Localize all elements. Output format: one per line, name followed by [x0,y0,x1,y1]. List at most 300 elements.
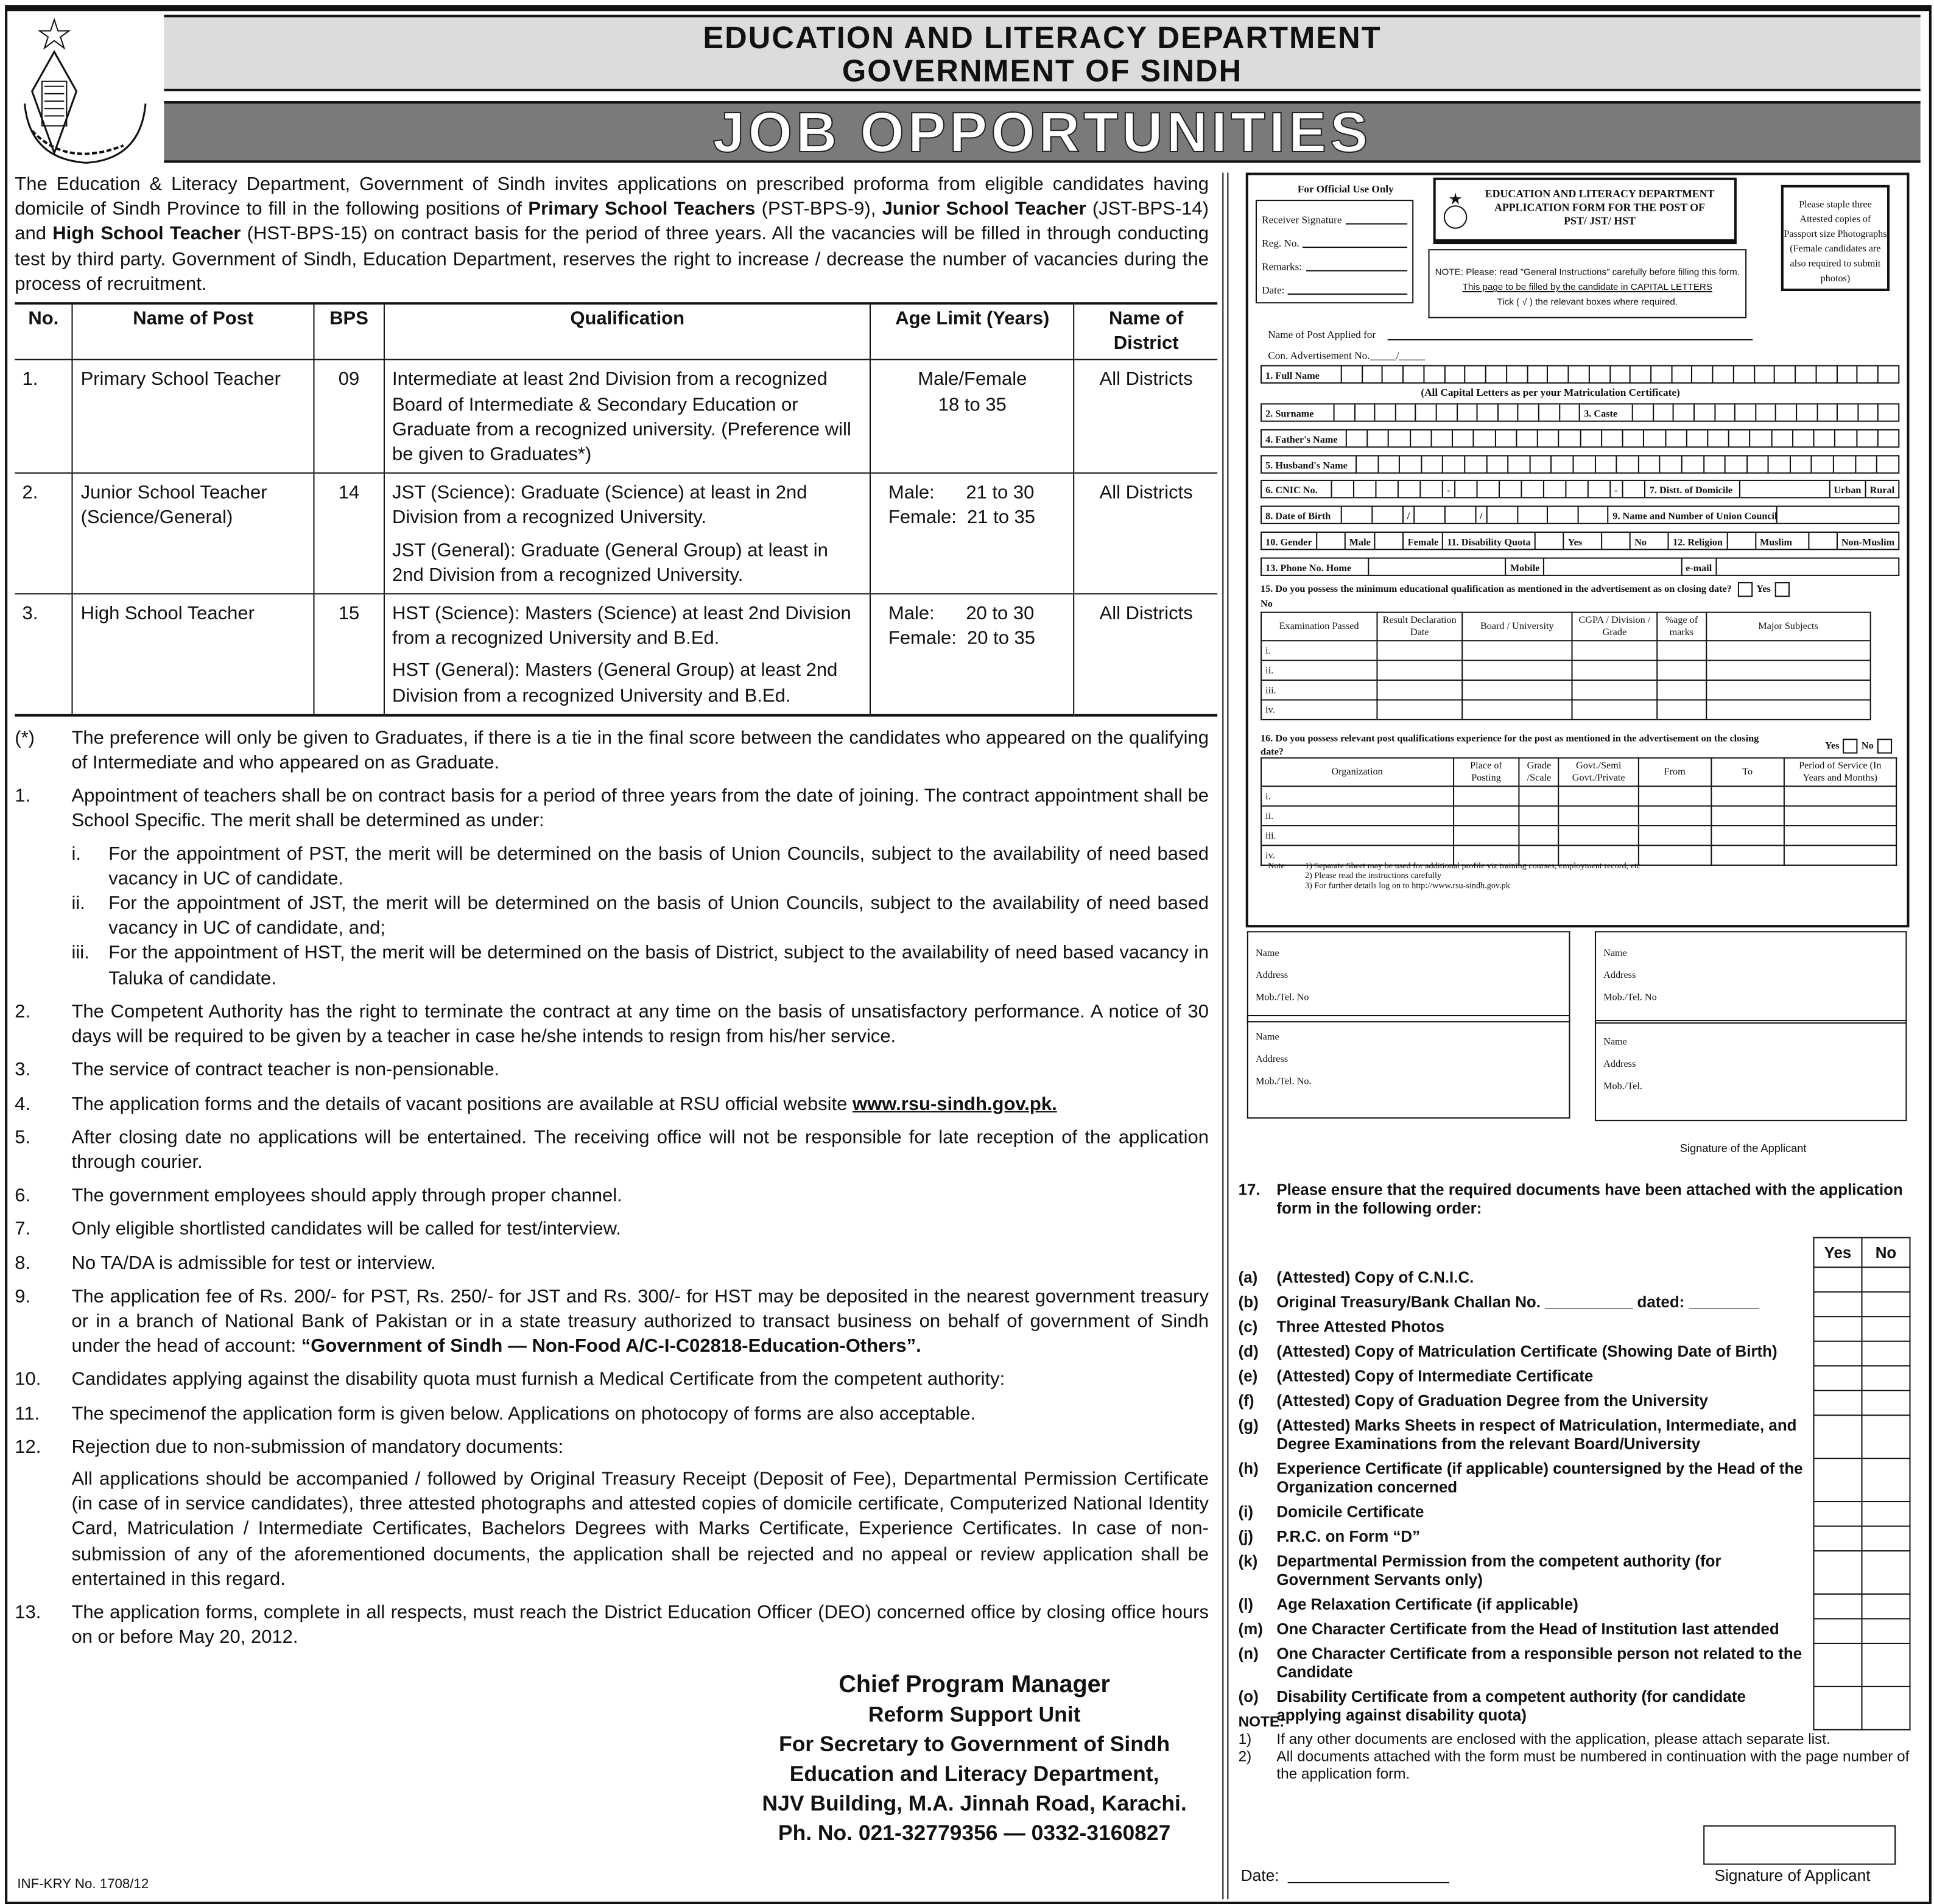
form-table-cell[interactable] [1559,826,1638,845]
letter-boxes[interactable] [1342,367,1899,382]
letter-box[interactable] [1726,456,1748,472]
letter-box[interactable] [1517,430,1538,446]
letter-box[interactable] [1748,456,1770,472]
letter-box[interactable] [1363,367,1384,382]
form-table-cell[interactable] [1711,826,1784,845]
form-table-cell[interactable] [1453,806,1519,826]
letter-box[interactable] [1474,430,1496,446]
letter-box[interactable] [1566,481,1588,497]
letter-box[interactable] [1453,430,1474,446]
form-table-cell[interactable] [1462,680,1572,700]
letter-box[interactable] [1838,404,1858,420]
form-table-cell[interactable]: i. [1261,641,1377,660]
receiver-signature-label: Receiver Signature [1262,213,1342,226]
letter-box[interactable] [1548,507,1578,522]
letter-box[interactable] [1332,481,1355,497]
form-table-cell[interactable] [1377,700,1462,719]
letter-box[interactable] [1683,456,1704,472]
form-table-cell[interactable] [1638,826,1711,845]
letter-box[interactable] [1796,367,1816,382]
form-table-cell[interactable] [1706,700,1870,719]
letter-box[interactable] [1496,430,1517,446]
job-opportunities-banner: JOB OPPORTUNITIES [164,101,1920,163]
letter-boxes[interactable] [1415,507,1476,522]
letter-box[interactable] [1589,367,1610,382]
form-table-cell[interactable] [1377,641,1462,660]
letter-box[interactable] [1610,367,1631,382]
letter-box[interactable] [1379,456,1401,472]
letter-box[interactable] [1424,367,1445,382]
document-letter: (l) [1238,1593,1254,1613]
letter-box[interactable] [1631,367,1651,382]
final-note-number: 1) [1238,1730,1252,1748]
letter-box[interactable] [1879,404,1899,420]
male-checkbox[interactable] [1317,533,1346,549]
yes-checkbox[interactable] [1813,1643,1862,1687]
qualification-text: HST (General): Masters (General Group) at least 2nd Division from a recognized University and B.Ed. [392,660,838,706]
letter-box[interactable] [1693,367,1714,382]
document-item [1239,1366,1910,1391]
no-checkbox[interactable] [1862,1526,1910,1551]
form-table-cell[interactable]: iv. [1261,845,1453,865]
yes-checkbox[interactable] [1813,1551,1862,1594]
letter-box[interactable] [1368,430,1390,446]
signatory-unit: Reform Support Unit [868,1702,1081,1727]
form-table-cell[interactable] [1638,806,1711,826]
document-item [1239,1643,1910,1687]
religion-label: 12. Religion [1669,533,1728,549]
letter-box[interactable] [1437,404,1458,420]
letter-box[interactable] [1357,456,1379,472]
term-text: The application fee of Rs. 200/- for PST, Rs. 250/- for JST and Rs. 300/- for HST may be deposited in the nearest government treasury or in a branch of National Bank of Pakistan or in a state treasury authorized to transact business on behalf of government of Sindh under the head of account: [71,1286,1209,1357]
letter-box[interactable] [1834,456,1856,472]
form-table-cell[interactable] [1462,641,1572,660]
letter-box[interactable] [1777,404,1798,420]
form-table-cell[interactable] [1572,661,1657,680]
letter-box[interactable] [1355,404,1376,420]
letter-box[interactable] [1522,481,1544,497]
form-table-cell[interactable] [1657,641,1706,660]
yes-checkbox[interactable] [1813,1267,1862,1292]
photo-box[interactable]: Please staple three Attested copies of Passport size Photographs (Female candidates are also required to submit photos) [1781,185,1890,291]
term-number: 3. [15,1059,31,1081]
yes-checkbox[interactable] [1813,1366,1862,1391]
letter-box[interactable] [1639,456,1661,472]
letter-box[interactable] [1602,430,1623,446]
column-header: Age Limit (Years) [871,303,1075,360]
no-checkbox[interactable] [1862,1643,1910,1687]
con-advertisement-label[interactable]: Con. Advertisement No._____/_____ [1268,349,1426,362]
letter-box[interactable] [1421,481,1443,497]
term-text: After closing date no applications will be entertained. The receiving office will not be responsible for late reception of the application through courier. [71,1126,1209,1173]
cnic-domicile-row[interactable] [1261,480,1899,498]
urban-option[interactable]: Urban [1830,481,1866,497]
form-column-header: Grade /Scale [1519,758,1559,787]
date-field[interactable] [1288,1882,1449,1883]
yes-checkbox[interactable] [1813,1292,1862,1317]
form-table-cell[interactable]: ii. [1261,661,1377,680]
letter-box[interactable] [1499,404,1519,420]
letter-box[interactable] [1735,404,1756,420]
letter-box[interactable] [1617,456,1639,472]
form-table-cell[interactable] [1638,845,1711,865]
no-checkbox[interactable] [1862,1618,1910,1643]
letter-box[interactable] [1373,507,1402,522]
letter-box[interactable] [1478,404,1499,420]
form-table-cell[interactable] [1572,680,1657,700]
letter-box[interactable] [1815,430,1836,446]
letter-box[interactable] [1507,367,1528,382]
no-checkbox[interactable] [1862,1341,1910,1366]
no-checkbox[interactable] [1862,1267,1910,1292]
letter-box[interactable] [1500,481,1522,497]
letter-box[interactable] [1432,430,1453,446]
letter-box[interactable] [1486,367,1507,382]
letter-boxes[interactable] [1335,404,1581,420]
letter-box[interactable] [1444,456,1466,472]
age-text: Male/Female [918,369,1027,390]
yes-checkbox[interactable] [1813,1341,1862,1366]
dob-uc-row[interactable] [1261,505,1899,524]
disability-no: No [1631,533,1669,549]
muslim-checkbox[interactable] [1728,533,1756,549]
letter-box[interactable] [1518,507,1549,522]
form-table-cell[interactable] [1784,826,1896,845]
letter-box[interactable] [1376,404,1396,420]
document-letter: (f) [1238,1390,1254,1410]
form-table-cell[interactable]: i. [1261,786,1453,806]
letter-box[interactable] [1465,456,1487,472]
letter-box[interactable] [1708,430,1729,446]
form-table-cell[interactable] [1377,680,1462,700]
form-table-cell[interactable] [1657,661,1706,680]
letter-box[interactable] [1466,367,1486,382]
letter-box[interactable] [1879,430,1899,446]
letter-box[interactable] [1399,481,1421,497]
no-checkbox[interactable] [1862,1551,1910,1594]
letter-box[interactable] [1477,481,1499,497]
letter-box[interactable] [1645,430,1666,446]
q16-yes-checkbox[interactable] [1843,739,1858,754]
letter-box[interactable] [1530,456,1552,472]
document-letter: (b) [1238,1291,1259,1311]
term-text: Appointment of teachers shall be on contract basis for a period of three years from the date of joining. The contract appointment shall be School Specific. The merit shall be determined as under: [71,785,1209,832]
letter-box[interactable] [1674,404,1695,420]
non-muslim-checkbox[interactable] [1809,533,1838,549]
gender-disability-religion-row[interactable] [1261,532,1899,550]
letter-box[interactable] [1422,456,1444,472]
form-table-cell[interactable] [1711,845,1784,865]
letter-box[interactable] [1404,367,1424,382]
form-table-cell[interactable] [1706,661,1870,680]
letter-box[interactable] [1595,456,1617,472]
form-table-cell[interactable] [1572,700,1657,719]
q16-no-checkbox[interactable] [1877,739,1892,754]
letter-box[interactable] [1335,404,1356,420]
letter-box[interactable] [1623,481,1645,497]
applicant-signature-box[interactable] [1703,1825,1896,1865]
post-name: Primary School Teacher [72,360,314,473]
no-checkbox[interactable] [1862,1292,1910,1317]
domicile-label: 7. Distt. of Domicile [1646,481,1741,497]
letter-box[interactable] [1816,367,1837,382]
referee-box[interactable] [1595,1020,1907,1121]
letter-box[interactable] [1538,430,1560,446]
post-applied-field[interactable] [1388,339,1753,340]
yes-column-header: Yes [1813,1238,1862,1268]
q16-no: No [1861,740,1874,751]
term-body [71,1435,1209,1592]
yes-checkbox[interactable] [1813,1502,1862,1526]
column-header: Name of Post [72,303,314,360]
letter-box[interactable] [1400,456,1422,472]
form-table-cell[interactable]: iii. [1261,680,1377,700]
yes-checkbox[interactable] [1813,1316,1862,1341]
email-label: e-mail [1682,559,1717,575]
letter-box[interactable] [1377,481,1399,497]
form-table-cell[interactable]: iii. [1261,826,1453,845]
qualification [384,360,871,473]
form-table-cell[interactable] [1784,786,1896,806]
form-table-cell[interactable] [1711,806,1784,826]
letter-box[interactable] [1455,481,1477,497]
surname-caste-row[interactable] [1261,403,1899,421]
form-table-cell[interactable] [1711,786,1784,806]
disability-yes-checkbox[interactable] [1536,533,1564,549]
age-limit [871,360,1075,473]
form-table-cell[interactable] [1377,661,1462,680]
form-table-cell[interactable] [1519,786,1559,806]
no-checkbox[interactable] [1862,1316,1910,1341]
letter-boxes[interactable] [1455,481,1611,497]
disability-no-checkbox[interactable] [1602,533,1631,549]
letter-box[interactable] [1347,430,1368,446]
yes-checkbox[interactable] [1813,1458,1862,1502]
letter-box[interactable] [1384,367,1404,382]
letter-box[interactable] [1704,456,1726,472]
letter-box[interactable] [1633,404,1654,420]
letter-boxes[interactable] [1332,481,1444,497]
letter-box[interactable] [1528,367,1549,382]
rural-option[interactable]: Rural [1869,485,1895,496]
letter-box[interactable] [1858,367,1879,382]
letter-box[interactable] [1877,456,1898,472]
letter-box[interactable] [1446,507,1475,522]
yes-checkbox[interactable] [1813,1618,1862,1643]
letter-box[interactable] [1411,430,1432,446]
letter-box[interactable] [1654,404,1675,420]
referee-box[interactable] [1247,931,1570,1022]
form-table-cell[interactable] [1784,806,1896,826]
form-table-cell[interactable] [1572,641,1657,660]
letter-box[interactable] [1755,367,1776,382]
letter-box[interactable] [1856,456,1878,472]
letter-box[interactable] [1544,481,1566,497]
letter-box[interactable] [1837,367,1858,382]
letter-box[interactable] [1857,430,1879,446]
receiver-signature-field[interactable] [1346,208,1407,224]
letter-box[interactable] [1769,456,1791,472]
letter-box[interactable] [1797,404,1818,420]
letter-box[interactable] [1715,404,1736,420]
letter-box[interactable] [1687,430,1708,446]
remarks-field[interactable] [1306,255,1407,271]
form-table-cell[interactable] [1657,700,1706,719]
form-table-cell[interactable] [1519,826,1559,845]
form-table-cell[interactable] [1638,786,1711,806]
letter-box[interactable] [1488,507,1518,522]
letter-box[interactable] [1552,456,1574,472]
letter-box[interactable] [1729,430,1751,446]
item-17 [1239,1180,1911,1217]
age-limit [871,473,1075,594]
term-body [71,785,1209,992]
letter-box[interactable] [1560,404,1580,420]
form-table-cell[interactable] [1706,641,1870,660]
referee-box[interactable] [1247,1015,1570,1119]
yes-checkbox[interactable] [1813,1526,1862,1551]
form-table-cell[interactable] [1784,845,1896,865]
form-notes [1268,861,1640,891]
father-name-row[interactable] [1261,429,1899,448]
letter-box[interactable] [1560,430,1581,446]
letter-box[interactable] [1588,481,1609,497]
letter-box[interactable] [1509,456,1531,472]
letter-box[interactable] [1549,367,1569,382]
form-note-3[interactable]: 3) For further details log on to http://www.rsu-sindh.gov.pk [1304,880,1510,891]
letter-box[interactable] [1487,456,1509,472]
letter-box[interactable] [1812,456,1834,472]
letter-boxes[interactable] [1357,456,1898,472]
form-table-cell[interactable] [1559,786,1638,806]
no-checkbox[interactable] [1862,1415,1910,1458]
letter-box[interactable] [1858,404,1879,420]
female-checkbox[interactable] [1376,533,1404,549]
term-number: 7. [15,1218,31,1240]
form-table-cell[interactable] [1559,806,1638,826]
letter-box[interactable] [1776,367,1796,382]
website-link[interactable]: www.rsu-sindh.gov.pk. [853,1093,1057,1115]
husband-name-row[interactable] [1261,455,1899,473]
table-row [15,360,1217,473]
letter-box[interactable] [1445,367,1466,382]
letter-box[interactable] [1756,404,1777,420]
form-table-cell[interactable] [1462,700,1572,719]
letter-box[interactable] [1791,456,1813,472]
term-body [71,1368,1209,1393]
letter-box[interactable] [1390,430,1411,446]
form-table-cell[interactable] [1453,786,1519,806]
letter-box[interactable] [1396,404,1417,420]
sub-term-number: i. [71,843,81,865]
no-checkbox[interactable] [1862,1391,1910,1416]
letter-box[interactable] [1695,404,1715,420]
no-checkbox[interactable] [1862,1458,1910,1502]
letter-box[interactable] [1539,404,1560,420]
intro-text: The Education & Literacy Department, Government of Sindh invites applications on prescribed proforma from eligible candidates having domicile of Sindh Province to fill in the following positions of [15,174,1209,220]
letter-box[interactable] [1836,430,1857,446]
referee-box[interactable] [1595,931,1907,1024]
form-table-cell[interactable] [1706,680,1870,700]
form-table-cell[interactable] [1519,806,1559,826]
term-number: 8. [15,1252,31,1274]
letter-box[interactable] [1581,430,1602,446]
term-number: 6. [15,1185,31,1207]
letter-box[interactable] [1672,367,1693,382]
no-checkbox[interactable] [1862,1502,1910,1526]
form-table-row [1261,680,1871,700]
form-table-cell[interactable]: iv. [1261,700,1377,719]
letter-box[interactable] [1793,430,1815,446]
document-text: P.R.C. on Form “D” [1276,1526,1421,1545]
yes-checkbox[interactable] [1813,1594,1862,1619]
letter-box[interactable] [1574,456,1595,472]
letter-boxes[interactable] [1633,404,1898,420]
phone-home-field[interactable] [1369,559,1506,575]
q15-yes-checkbox[interactable] [1738,582,1753,597]
letter-box[interactable] [1879,367,1898,382]
letter-box[interactable] [1569,367,1590,382]
letter-box[interactable] [1818,404,1838,420]
form-table-cell[interactable] [1453,826,1519,845]
reg-no-field[interactable] [1303,232,1407,248]
letter-box[interactable] [1734,367,1755,382]
application-form [1246,173,1910,928]
letter-box[interactable] [1751,430,1772,446]
full-name-row[interactable] [1261,365,1899,384]
letter-box[interactable] [1519,404,1539,420]
yes-checkbox[interactable] [1813,1391,1862,1416]
email-field[interactable] [1717,559,1898,575]
letter-box[interactable] [1578,507,1608,522]
letter-boxes[interactable] [1342,507,1404,522]
union-council-label: 9. Name and Number of Union Council [1609,507,1778,522]
no-checkbox[interactable] [1862,1366,1910,1391]
letter-boxes[interactable] [1623,481,1646,497]
phone-row[interactable] [1261,558,1899,576]
document-text: Disability Certificate from a competent authority (for candidate applying against disability quota) [1276,1686,1746,1724]
date-field[interactable] [1288,279,1407,295]
letter-box[interactable] [1354,481,1377,497]
letter-box[interactable] [1457,404,1478,420]
letter-box[interactable] [1651,367,1672,382]
q15-no-checkbox[interactable] [1774,582,1789,597]
no-checkbox[interactable] [1862,1594,1910,1619]
yes-checkbox[interactable] [1813,1415,1862,1458]
letter-boxes[interactable] [1488,507,1609,522]
mobile-field[interactable] [1545,559,1682,575]
qualification-text: JST (Science): Graduate (Science) at least in 2nd Division from a recognized University. [392,482,807,529]
form-table-cell[interactable] [1462,661,1572,680]
letter-box[interactable] [1661,456,1683,472]
letter-boxes[interactable] [1347,430,1898,446]
letter-box[interactable] [1342,367,1363,382]
letter-box[interactable] [1415,507,1445,522]
letter-box[interactable] [1623,430,1645,446]
letter-box[interactable] [1342,507,1373,522]
form-table-cell[interactable] [1657,680,1706,700]
disability-quota-label: 11. Disability Quota [1443,533,1536,549]
form-table-cell[interactable]: ii. [1261,806,1453,826]
letter-box[interactable] [1714,367,1734,382]
letter-box[interactable] [1772,430,1793,446]
form-table-row [1261,806,1896,826]
letter-box[interactable] [1416,404,1437,420]
term-item [15,1184,1209,1209]
letter-box[interactable] [1665,430,1687,446]
document-letter: (o) [1238,1686,1259,1706]
term-text: Only eligible shortlisted candidates will be called for test/interview. [71,1218,621,1240]
